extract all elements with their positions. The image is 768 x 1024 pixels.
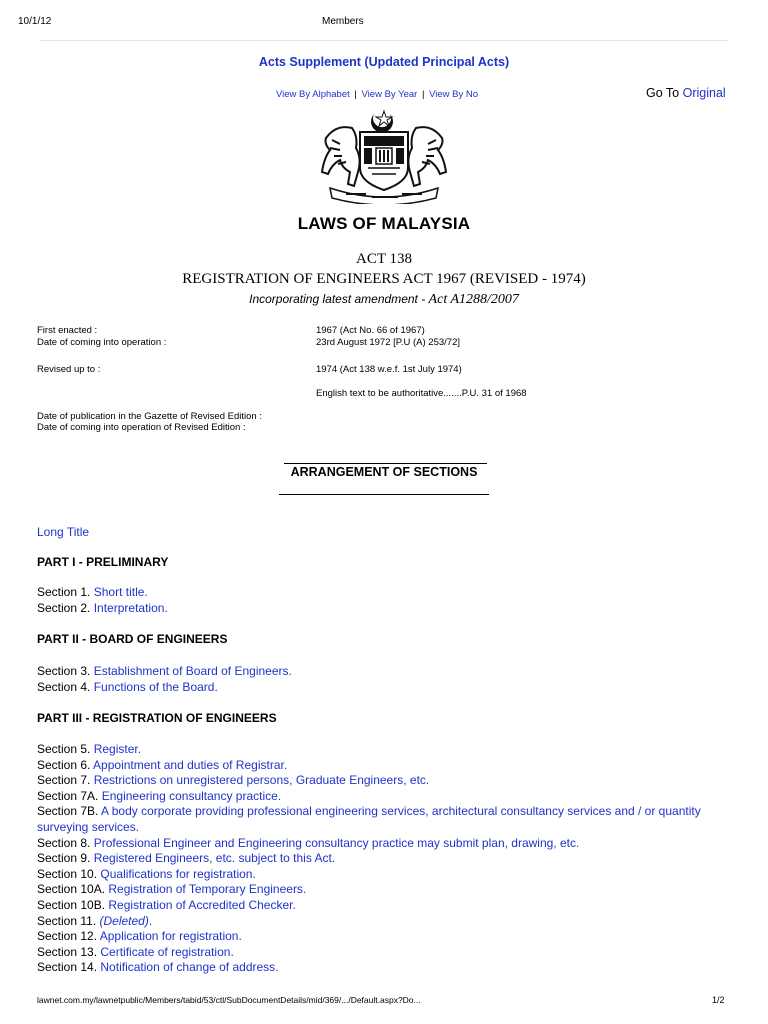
section-item — [37, 585, 737, 601]
revised-edition-coming-label: Date of coming into operation of Revised Edition : — [37, 422, 246, 433]
long-title-link[interactable]: Long Title — [37, 525, 90, 539]
section-link-italic: (Deleted) — [99, 913, 149, 928]
section-link[interactable]: Register. — [93, 742, 142, 756]
header-divider — [40, 40, 728, 41]
arrangement-rule-top — [284, 463, 487, 464]
section-label: Section 12. — [37, 929, 98, 944]
section-label: Section 7. — [37, 773, 91, 788]
section-item — [37, 789, 737, 805]
arrangement-of-sections-heading: ARRANGEMENT OF SECTIONS — [290, 465, 478, 479]
section-link-tail: . — [148, 913, 153, 928]
coming-into-operation-value: 23rd August 1972 [P.U (A) 253/72] — [316, 337, 461, 348]
section-label: Section 7B. — [37, 804, 99, 819]
part-heading: PART I - PRELIMINARY — [37, 555, 169, 569]
section-link[interactable]: Functions of the Board. — [93, 679, 218, 694]
separator: | — [354, 89, 357, 100]
part-heading: PART II - BOARD OF ENGINEERS — [37, 632, 228, 646]
section-item — [37, 898, 737, 914]
view-by-links — [276, 89, 478, 100]
view-by-no-link[interactable]: View By No — [429, 89, 479, 100]
section-item — [37, 804, 737, 835]
goto-label: Go To — [646, 86, 680, 100]
view-by-year-link[interactable]: View By Year — [361, 89, 418, 100]
section-item — [37, 836, 737, 852]
section-label: Section 10. — [37, 866, 98, 881]
section-label: Section 7A. — [37, 788, 99, 803]
section-list — [37, 664, 737, 695]
section-link[interactable]: Application for registration. — [99, 929, 242, 944]
view-by-alphabet-link[interactable]: View By Alphabet — [276, 89, 350, 100]
malaysia-coat-of-arms-icon — [316, 108, 452, 204]
acts-supplement-title[interactable]: Acts Supplement (Updated Principal Acts) — [258, 55, 510, 69]
act-name: REGISTRATION OF ENGINEERS ACT 1967 (REVISED - 1974) — [182, 271, 586, 287]
english-text-authoritative: English text to be authoritative.......P.U. 31 of 1968 — [316, 388, 527, 399]
section-link[interactable]: Appointment and duties of Registrar. — [93, 757, 288, 772]
revised-up-to-value: 1974 (Act 138 w.e.f. 1st July 1974) — [316, 364, 462, 375]
section-item — [37, 882, 737, 898]
goto-original — [646, 86, 726, 100]
section-item — [37, 929, 737, 945]
section-label: Section 1. — [37, 585, 91, 599]
section-link[interactable]: A body corporate providing professional engineering services, architectural consultancy services and / or quantity surveying services. — [37, 804, 701, 834]
section-link[interactable]: Short title. — [93, 585, 148, 599]
arrangement-rule-bottom — [279, 494, 489, 495]
print-title: Members — [322, 16, 364, 27]
print-date: 10/1/12 — [18, 16, 52, 27]
section-label: Section 14. — [37, 960, 98, 975]
section-link[interactable]: Notification of change of address. — [100, 960, 279, 975]
section-label: Section 10B. — [37, 897, 106, 912]
section-label: Section 11. — [37, 913, 97, 928]
section-item — [37, 773, 737, 789]
original-link[interactable]: Original — [682, 86, 726, 100]
publication-date-label: Date of publication in the Gazette of Revised Edition : — [37, 411, 262, 422]
section-label: Section 4. — [37, 679, 91, 694]
section-link[interactable]: Professional Engineer and Engineering consultancy practice may submit plan, drawing, etc. — [93, 835, 580, 850]
section-link[interactable]: Establishment of Board of Engineers. — [93, 664, 292, 678]
first-enacted-label: First enacted : — [37, 325, 98, 336]
separator: | — [421, 89, 425, 100]
section-list — [37, 742, 737, 976]
section-link[interactable]: Certificate of registration. — [100, 944, 234, 959]
footer-url: lawnet.com.my/lawnetpublic/Members/tabid/53/ctl/SubDocumentDetails/mid/369/.../Default.aspx?Do... — [37, 995, 421, 1005]
section-item — [37, 758, 737, 774]
section-item — [37, 914, 737, 930]
latest-amendment — [0, 292, 768, 308]
section-item — [37, 742, 737, 758]
section-link[interactable]: Registration of Accredited Checker. — [108, 897, 296, 912]
amendment-act: Act A1288/2007 — [428, 292, 519, 307]
section-item — [37, 680, 737, 696]
section-label: Section 5. — [37, 742, 91, 756]
section-link[interactable] — [100, 914, 153, 928]
section-link[interactable]: Engineering consultancy practice. — [101, 788, 282, 803]
section-label: Section 8. — [37, 835, 91, 850]
section-label: Section 10A. — [37, 882, 106, 897]
section-item — [37, 945, 737, 961]
amendment-prefix: Incorporating latest amendment - — [249, 292, 429, 306]
section-item — [37, 664, 737, 680]
part-heading: PART III - REGISTRATION OF ENGINEERS — [37, 711, 277, 725]
coming-into-operation-label: Date of coming into operation : — [37, 337, 167, 348]
footer-page-number: 1/2 — [712, 995, 725, 1005]
act-number: ACT 138 — [356, 251, 412, 267]
section-item — [37, 960, 737, 976]
section-item — [37, 601, 737, 617]
revised-up-to-label: Revised up to : — [37, 364, 101, 375]
section-link[interactable]: Registered Engineers, etc. subject to this Act. — [93, 851, 336, 866]
laws-of-malaysia-heading: LAWS OF MALAYSIA — [297, 214, 471, 233]
section-label: Section 2. — [37, 600, 91, 615]
section-link[interactable]: Registration of Temporary Engineers. — [108, 882, 307, 897]
section-link[interactable]: Interpretation. — [93, 600, 168, 615]
section-list — [37, 585, 737, 616]
section-label: Section 6. — [37, 757, 91, 772]
section-label: Section 9. — [37, 851, 91, 866]
section-link[interactable]: Qualifications for registration. — [100, 866, 256, 881]
section-link[interactable]: Restrictions on unregistered persons, Graduate Engineers, etc. — [93, 773, 430, 788]
section-label: Section 13. — [37, 944, 98, 959]
first-enacted-value: 1967 (Act No. 66 of 1967) — [316, 325, 425, 336]
section-item — [37, 867, 737, 883]
section-label: Section 3. — [37, 664, 91, 678]
section-item — [37, 851, 737, 867]
